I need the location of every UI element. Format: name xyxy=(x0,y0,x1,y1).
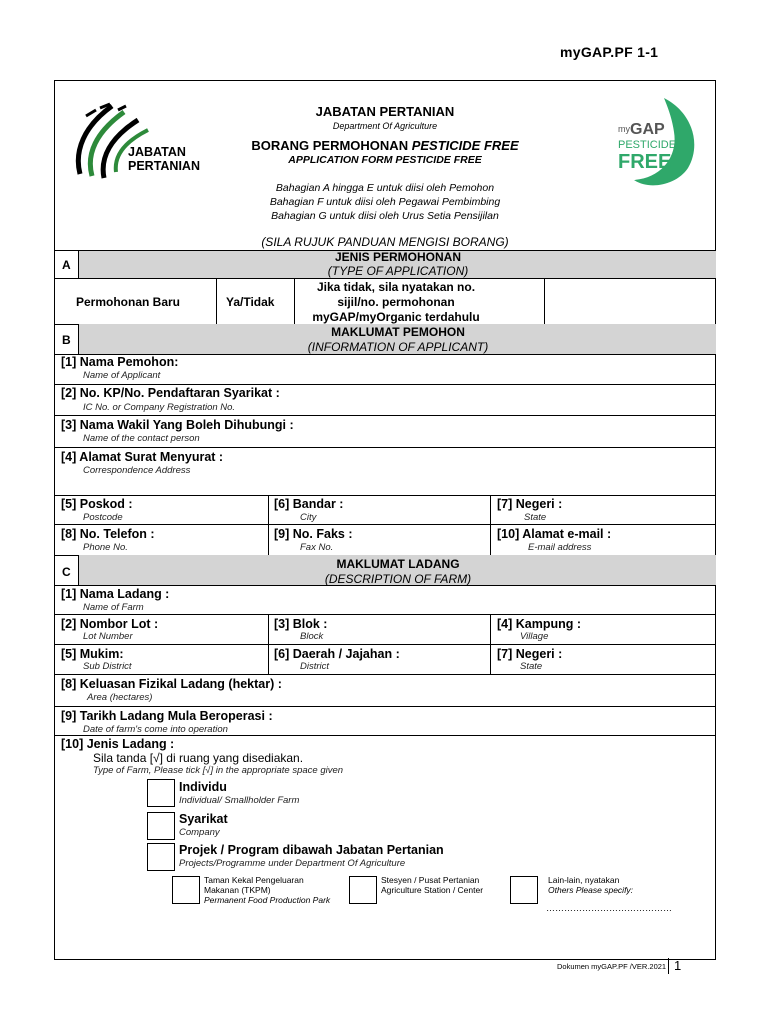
phone-label: [8] No. Telefon : xyxy=(61,527,155,541)
state-label-en: State xyxy=(524,512,547,523)
farm-type-instruction: Sila tanda [√] di ruang yang disediakan. xyxy=(93,751,304,765)
village-label: [4] Kampung : xyxy=(497,617,582,631)
previous-cert-input[interactable] xyxy=(546,280,714,322)
operation-date-label: [9] Tarikh Ladang Mula Beroperasi : xyxy=(61,709,273,723)
lot-number-label-en: Lot Number xyxy=(83,631,133,642)
form-title-part-1: BORANG PERMOHONAN xyxy=(251,138,409,153)
page-number: 1 xyxy=(668,958,681,974)
document-reference: myGAP.PF 1-1 xyxy=(560,44,659,60)
district-label: [6] Daerah / Jajahan : xyxy=(274,647,400,661)
logo-text-pertanian: PERTANIAN xyxy=(128,159,200,173)
projek-label: Projek / Program dibawah Jabatan Pertanian xyxy=(179,843,444,857)
syarikat-label-en: Company xyxy=(179,827,220,838)
new-application-label: Permohonan Baru xyxy=(76,295,181,309)
agri-station-label: Stesyen / Pusat Pertanian Agriculture Station / Center xyxy=(381,875,484,895)
projek-label-en: Projects/Programme under Department Of Agriculture xyxy=(179,858,406,869)
logo-gap: GAP xyxy=(630,121,665,138)
others-specify-input[interactable]: …………………………………… xyxy=(546,903,672,913)
operation-date-label-en: Date of farm's come into operation xyxy=(83,724,228,735)
farm-name-label-en: Name of Farm xyxy=(83,602,144,613)
agri-station-checkbox[interactable] xyxy=(349,876,377,904)
fax-label-en: Fax No. xyxy=(300,542,334,553)
contact-person-label-en: Name of the contact person xyxy=(83,433,200,444)
applicant-name-label-en: Name of Applicant xyxy=(83,370,161,381)
applicant-name-input[interactable] xyxy=(250,356,710,382)
individu-checkbox[interactable] xyxy=(147,779,175,807)
block-label-en: Block xyxy=(300,631,324,642)
dept-name-en: Department Of Agriculture xyxy=(332,121,438,131)
logo-free: FREE xyxy=(618,151,672,173)
section-b-title-en: (INFORMATION OF APPLICANT) xyxy=(307,340,489,354)
instruction-line: Bahagian F untuk diisi oleh Pegawai Pembimbing xyxy=(269,196,501,208)
applicant-name-label: [1] Nama Pemohon: xyxy=(61,355,179,369)
farm-area-input[interactable] xyxy=(320,676,710,704)
section-a-title: JENIS PERMOHONAN xyxy=(334,250,462,264)
section-a-letter: A xyxy=(62,258,71,272)
postcode-label-en: Postcode xyxy=(83,512,123,523)
contact-person-label: [3] Nama Wakil Yang Boleh Dihubungi : xyxy=(61,418,294,432)
address-input[interactable] xyxy=(250,449,710,493)
farm-type-label: [10] Jenis Ladang : xyxy=(61,737,175,751)
mukim-label: [5] Mukim: xyxy=(61,647,124,661)
individu-label: Individu xyxy=(179,780,227,794)
farm-state-label: [7] Negeri : xyxy=(497,647,563,661)
lot-number-label: [2] Nombor Lot : xyxy=(61,617,159,631)
instructions xyxy=(200,181,570,223)
ic-no-label-en: IC No. or Company Registration No. xyxy=(83,402,236,413)
yes-no-field[interactable]: Ya/Tidak xyxy=(226,295,275,309)
village-label-en: Village xyxy=(520,631,549,642)
section-c-title-en: (DESCRIPTION OF FARM) xyxy=(324,572,472,586)
section-b-letter: B xyxy=(62,333,71,347)
email-label-en: E-mail address xyxy=(528,542,592,553)
footer-doc-ref: Dokumen myGAP.PF /VER.2021 xyxy=(557,962,667,971)
individu-label-en: Individual/ Smallholder Farm xyxy=(179,795,300,806)
mukim-label-en: Sub District xyxy=(83,661,132,672)
city-label-en: City xyxy=(300,512,317,523)
phone-label-en: Phone No. xyxy=(83,542,128,553)
postcode-label: [5] Poskod : xyxy=(61,497,133,511)
ic-no-input[interactable] xyxy=(320,386,710,414)
farm-name-label: [1] Nama Ladang : xyxy=(61,587,170,601)
others-checkbox[interactable] xyxy=(510,876,538,904)
farm-area-label-en: Area (hectares) xyxy=(87,692,153,703)
section-c-letter: C xyxy=(62,565,71,579)
address-label: [4] Alamat Surat Menyurat : xyxy=(61,450,224,464)
city-label: [6] Bandar : xyxy=(274,497,344,511)
section-c-title: MAKLUMAT LADANG xyxy=(336,557,460,571)
instruction-line: Bahagian G untuk diisi oleh Urus Setia Pensijilan xyxy=(271,210,499,222)
section-b-title: MAKLUMAT PEMOHON xyxy=(331,325,465,339)
section-a-title-en: (TYPE OF APPLICATION) xyxy=(327,264,469,278)
block-label: [3] Blok : xyxy=(274,617,328,631)
form-title xyxy=(200,138,570,153)
state-label: [7] Negeri : xyxy=(497,497,563,511)
farm-state-label-en: State xyxy=(520,661,543,672)
ic-no-label: [2] No. KP/No. Pendaftaran Syarikat : xyxy=(61,386,280,400)
address-label-en: Correspondence Address xyxy=(83,465,191,476)
contact-person-input[interactable] xyxy=(330,417,710,445)
instruction-line: Bahagian A hingga E untuk diisi oleh Pemohon xyxy=(275,182,495,194)
previous-cert-label: Jika tidak, sila nyatakan no. sijil/no. permohonan myGAP/myOrganic terdahulu xyxy=(312,280,480,324)
logo-my: my xyxy=(618,124,630,134)
email-label: [10] Alamat e-mail : xyxy=(497,527,612,541)
logo-pesticide: PESTICIDE xyxy=(618,139,677,151)
form-title-en: APPLICATION FORM PESTICIDE FREE xyxy=(288,154,482,166)
district-label-en: District xyxy=(300,661,330,672)
form-title-part-2: PESTICIDE FREE xyxy=(411,138,519,153)
guide-note: (SILA RUJUK PANDUAN MENGISI BORANG) xyxy=(261,235,509,249)
others-label: Lain-lain, nyatakan Others Please specify: xyxy=(548,875,634,895)
jabatan-pertanian-logo xyxy=(66,96,206,196)
dept-name: JABATAN PERTANIAN xyxy=(315,104,455,119)
logo-text-jabatan: JABATAN xyxy=(128,145,186,159)
syarikat-checkbox[interactable] xyxy=(147,812,175,840)
farm-name-input[interactable] xyxy=(250,587,710,613)
farm-area-label: [8] Keluasan Fizikal Ladang (hektar) : xyxy=(61,677,282,691)
tkpm-label: Taman Kekal Pengeluaran Makanan (TKPM) Permanent Food Production Park xyxy=(204,875,331,905)
syarikat-label: Syarikat xyxy=(179,812,228,826)
projek-checkbox[interactable] xyxy=(147,843,175,871)
fax-label: [9] No. Faks : xyxy=(274,527,353,541)
farm-type-instruction-en: Type of Farm, Please tick [√] in the appropriate space given xyxy=(93,765,344,776)
operation-date-input[interactable] xyxy=(310,708,710,734)
tkpm-checkbox[interactable] xyxy=(172,876,200,904)
mygap-pesticide-free-logo xyxy=(612,94,702,190)
